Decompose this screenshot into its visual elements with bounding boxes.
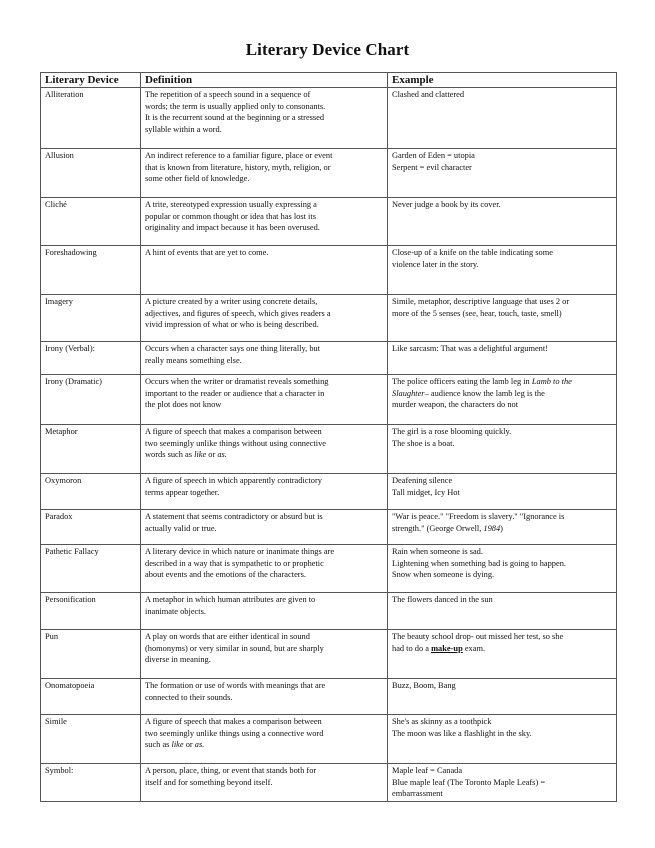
table-row [41, 295, 617, 342]
example-cell [388, 510, 617, 545]
header-definition: Definition [141, 73, 388, 88]
page-title: Literary Device Chart [245, 40, 410, 59]
example-line: The beauty school drop- out missed her test, so she [392, 632, 564, 641]
definition-text: such as [145, 740, 172, 749]
example-cell [388, 88, 617, 149]
example-line: Snow when someone is dying. [392, 570, 495, 579]
definition-line: the plot does not know [145, 400, 222, 409]
definition-cell [141, 246, 388, 295]
device-name: Irony (Verbal): [41, 342, 141, 375]
table-row [41, 715, 617, 764]
example-cell [388, 246, 617, 295]
definition-line: adjectives, and figures of speech, which gives readers a [145, 308, 331, 318]
example-cell [388, 715, 617, 764]
example-text: ) [500, 523, 503, 533]
example-line: Garden of Eden = utopia [392, 151, 475, 160]
definition-line: inanimate objects. [145, 606, 206, 616]
header-example: Example [388, 73, 617, 88]
definition-line: connected to their sounds. [145, 692, 233, 702]
device-name: Onomatopoeia [41, 679, 141, 715]
table-row [41, 630, 617, 679]
table-row [41, 425, 617, 474]
example-cell [388, 593, 617, 630]
example-line: Close-up of a knife on the table indicating some [392, 248, 553, 257]
table-row [41, 593, 617, 630]
device-name: Allusion [41, 149, 141, 198]
example-line: violence later in the story. [392, 259, 479, 269]
example-line [392, 388, 612, 400]
definition-text: words such as [145, 450, 195, 459]
example-cell [388, 295, 617, 342]
example-line: Deafening silence [392, 476, 453, 485]
definition-line: actually valid or true. [145, 523, 217, 533]
table-row [41, 342, 617, 375]
definition-line: diverse in meaning. [145, 655, 211, 664]
table-row [41, 679, 617, 715]
definition-line: A figure of speech that makes a comparison between [145, 427, 322, 436]
table-row [41, 764, 617, 802]
definition-line: A statement that seems contradictory or absurd but is [145, 512, 323, 521]
example-cell [388, 149, 617, 198]
definition-cell [141, 679, 388, 715]
device-name: Cliché [41, 198, 141, 246]
table-row [41, 88, 617, 149]
table-row [41, 545, 617, 593]
definition-line: some other field of knowledge. [145, 174, 250, 183]
definition-cell [141, 545, 388, 593]
definition-line: A person, place, thing, or event that stands both for [145, 766, 317, 775]
example-line [392, 643, 612, 655]
title-text: Lamb to the [531, 377, 572, 386]
definition-line: described in a way that is sympathetic to or prophetic [145, 558, 324, 568]
definition-text: or [183, 740, 195, 749]
definition-line: important to the reader or audience that a character in [145, 388, 325, 398]
device-name: Irony (Dramatic) [41, 375, 141, 425]
definition-cell [141, 295, 388, 342]
title-text: 1984 [483, 523, 501, 533]
definition-cell [141, 88, 388, 149]
example-cell [388, 630, 617, 679]
example-line [392, 376, 612, 388]
example-text: strength." (George Orwell, [392, 523, 484, 533]
definition-line [145, 739, 383, 751]
example-cell [388, 342, 617, 375]
definition-cell [141, 764, 388, 802]
definition-line: A trite, stereotyped expression usually expressing a [145, 200, 317, 209]
emphasis-text: like [194, 450, 207, 459]
example-line: She's as skinny as a toothpick [392, 717, 492, 726]
example-line: The flowers danced in the sun [392, 595, 493, 604]
example-cell [388, 198, 617, 246]
example-line: Rain when someone is sad. [392, 547, 483, 556]
device-name: Pathetic Fallacy [41, 545, 141, 593]
example-line: The moon was like a flashlight in the sky. [392, 728, 532, 738]
example-line: embarrassment [392, 789, 443, 798]
definition-line: (homonyms) or very similar in sound, but are sharply [145, 643, 324, 653]
example-line: murder weapon, the characters do not [392, 400, 519, 409]
device-name: Symbol: [41, 764, 141, 802]
example-line: more of the 5 senses (see, hear, touch, taste, smell) [392, 308, 562, 318]
example-line: The girl is a rose blooming quickly. [392, 427, 512, 436]
device-name: Personification [41, 593, 141, 630]
definition-cell [141, 425, 388, 474]
emphasis-text: as. [217, 450, 227, 459]
definition-cell [141, 510, 388, 545]
device-name: Oxymoron [41, 474, 141, 510]
example-cell [388, 425, 617, 474]
table-row [41, 510, 617, 545]
definition-line: A figure of speech that makes a comparison between [145, 717, 322, 726]
definition-line: A picture created by a writer using concrete details, [145, 297, 318, 306]
example-line: Blue maple leaf (The Toronto Maple Leafs) = [392, 777, 546, 787]
example-text: had to do a [392, 643, 432, 653]
definition-line: really means something else. [145, 355, 242, 365]
example-line: Tall midget, Icy Hot [392, 487, 460, 497]
definition-line: Occurs when a character says one thing literally, but [145, 344, 321, 353]
definition-line: two seemingly unlike things without using connective [145, 438, 326, 448]
definition-cell [141, 474, 388, 510]
definition-line: words; the term is usually applied only to consonants. [145, 101, 326, 111]
definition-cell [141, 375, 388, 425]
definition-line: that is known from literature, history, myth, religion, or [145, 162, 331, 172]
table-row [41, 149, 617, 198]
table-header-row [41, 73, 617, 88]
table-row [41, 474, 617, 510]
definition-line: A play on words that are either identical in sound [145, 632, 310, 641]
device-name: Metaphor [41, 425, 141, 474]
definition-text: or [206, 450, 218, 459]
device-name: Simile [41, 715, 141, 764]
example-line [392, 523, 612, 535]
example-cell [388, 764, 617, 802]
definition-line: vivid impression of what or who is being described. [145, 320, 319, 329]
device-name: Foreshadowing [41, 246, 141, 295]
example-cell [388, 679, 617, 715]
definition-cell [141, 630, 388, 679]
example-line: Like sarcasm: That was a delightful argument! [392, 344, 548, 353]
table-row [41, 246, 617, 295]
table-row [41, 375, 617, 425]
example-line: Simile, metaphor, descriptive language that uses 2 or [392, 297, 570, 306]
device-name: Imagery [41, 295, 141, 342]
title-text: Slaughter [392, 388, 425, 398]
example-line: The shoe is a boat. [392, 438, 455, 448]
definition-line: The repetition of a speech sound in a sequence of [145, 90, 311, 99]
definition-cell [141, 715, 388, 764]
literary-device-table [40, 72, 617, 802]
emphasis-text: as. [194, 740, 205, 749]
emphasis-text: like [171, 740, 184, 749]
example-cell [388, 474, 617, 510]
definition-cell [141, 342, 388, 375]
definition-line: two seemingly unlike things using a connective word [145, 728, 324, 738]
definition-line: originality and impact because it has been overused. [145, 223, 320, 232]
definition-line: syllable within a word. [145, 124, 222, 134]
definition-line: The formation or use of words with meanings that are [145, 681, 326, 690]
example-text: – audience know the lamb leg is the [424, 388, 545, 398]
emphasis-text: make-up [431, 643, 463, 653]
definition-line: itself and for something beyond itself. [145, 777, 273, 787]
example-line: "War is peace." "Freedom is slavery." "Ignorance is [392, 512, 565, 521]
definition-cell [141, 149, 388, 198]
definition-line: A hint of events that are yet to come. [145, 248, 269, 257]
definition-cell [141, 198, 388, 246]
example-line: Serpent = evil character [392, 162, 472, 172]
table-row [41, 198, 617, 246]
example-text: The police officers eating the lamb leg in [392, 377, 532, 386]
definition-line: A literary device in which nature or inanimate things are [145, 547, 335, 556]
definition-line: A metaphor in which human attributes are given to [145, 595, 316, 604]
example-line: Buzz, Boom, Bang [392, 681, 456, 690]
definition-line [145, 449, 383, 461]
definition-line: popular or common thought or idea that has lost its [145, 211, 316, 221]
definition-line: An indirect reference to a familiar figure, place or event [145, 151, 333, 160]
definition-line: A figure of speech in which apparently contradictory [145, 476, 322, 485]
definition-line: terms appear together. [145, 487, 220, 497]
definition-line: It is the recurrent sound at the beginning or a stressed [145, 113, 325, 122]
example-line: Clashed and clattered [392, 90, 465, 99]
example-cell [388, 545, 617, 593]
device-name: Alliteration [41, 88, 141, 149]
definition-line: Occurs when the writer or dramatist reveals something [145, 377, 329, 386]
example-line: Lightening when something bad is going to happen. [392, 558, 566, 568]
example-text: exam. [462, 643, 486, 653]
example-cell [388, 375, 617, 425]
header-literary-device: Literary Device [41, 73, 141, 88]
device-name: Paradox [41, 510, 141, 545]
example-line: Maple leaf = Canada [392, 766, 463, 775]
definition-line: about events and the emotions of the characters. [145, 570, 306, 579]
example-line: Never judge a book by its cover. [392, 200, 501, 209]
definition-cell [141, 593, 388, 630]
device-name: Pun [41, 630, 141, 679]
